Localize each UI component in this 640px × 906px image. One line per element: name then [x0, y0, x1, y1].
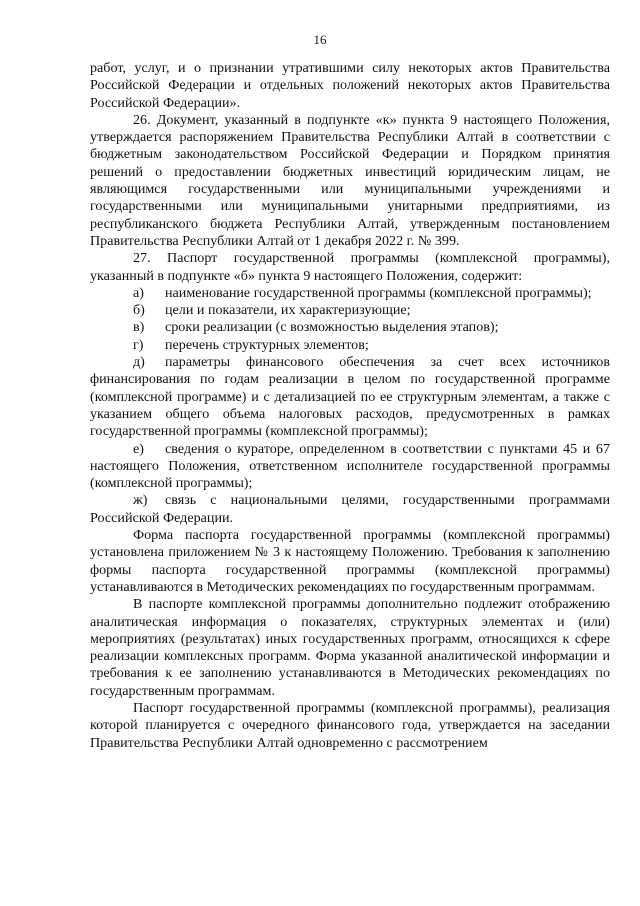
list-item-text: сведения о кураторе, определенном в соответствии с пунктами 45 и 67 настоящего Положения, ответственном исполнителе государственной программы (комплексной программы);: [90, 440, 610, 492]
list-item: [90, 337, 610, 354]
paragraph-26: 26. Документ, указанный в подпункте «к» пункта 9 настоящего Положения, утверждается распоряжением Правительства Республики Алтай в соответствии с бюджетным законодательством Российской Федерации и Порядком принятия решений о предоставлении бюджетных инвестиций юридическим лицам, не являющимся государственными или муниципальными учреждениями и государственными или муниципальными унитарными предприятиями, из республиканского бюджета Республики Алтай, утвержденным постановлением Правительства Республики Алтай от 1 декабря 2022 г. № 399.: [90, 111, 610, 249]
list-marker: б): [133, 302, 145, 319]
list-item: [90, 492, 610, 527]
list-marker: в): [133, 319, 145, 336]
paragraph-27: 27. Паспорт государственной программы (комплексной программы), указанный в подпункте «б» пункта 9 настоящего Положения, содержит:: [90, 250, 610, 284]
list-item: [90, 354, 610, 440]
list-item-text: сроки реализации (с возможностью выделения этапов);: [165, 319, 499, 336]
list-item-text: цели и показатели, их характеризующие;: [165, 302, 411, 319]
list-marker: ж): [133, 492, 148, 509]
list-marker: е): [133, 440, 144, 457]
page-number: 16: [313, 32, 327, 47]
paragraph-passport: Паспорт государственной программы (комплексной программы), реализация которой планируется с очередного финансового года, утверждается на заседании Правительства Республики Алтай одновременно с рассмотрением: [90, 699, 610, 751]
list-marker: а): [133, 284, 144, 301]
list-item: [90, 302, 610, 319]
paragraph-form: Форма паспорта государственной программы (комплексной программы) установлена приложением № 3 к настоящему Положению. Требования к заполнению формы паспорта государственной программы (комплексной программы) устанавливаются в Методических рекомендациях по государственным программам.: [90, 527, 610, 595]
list-marker: д): [133, 354, 145, 371]
document-body: [90, 60, 610, 752]
list-item-text: связь с национальными целями, государственными программами Российской Федерации.: [90, 492, 610, 526]
list-item: [90, 285, 610, 302]
paragraph-complex: В паспорте комплексной программы дополнительно подлежит отображению аналитическая информация о показателях, структурных элементах и (или) мероприятиях (результатах) иных государственных программ, относящихся к сфере реализации комплексных программ. Форма указанной аналитической информации и требования к ее заполнению устанавливаются в Методических рекомендациях по государственным программам.: [90, 596, 610, 699]
list-item-text: перечень структурных элементов;: [165, 336, 369, 353]
list-item-text: параметры финансового обеспечения за счет всех источников финансирования по годам реализации в целом по государственной программе (комплексной программе) и с детализацией по ее структурным элементам, а также с указанием общего объема налоговых расходов, предусмотренных в рамках государственной программы (комплексной программы);: [90, 354, 610, 440]
list-marker: г): [133, 336, 144, 353]
list-item: [90, 319, 610, 336]
list-item: [90, 441, 610, 493]
list-item-text: наименование государственной программы (комплексной программы);: [165, 284, 592, 301]
paragraph-continuation: работ, услуг, и о признании утратившими силу некоторых актов Правительства Российской Федерации и отдельных положений некоторых актов Правительства Российской Федерации».: [90, 60, 610, 111]
